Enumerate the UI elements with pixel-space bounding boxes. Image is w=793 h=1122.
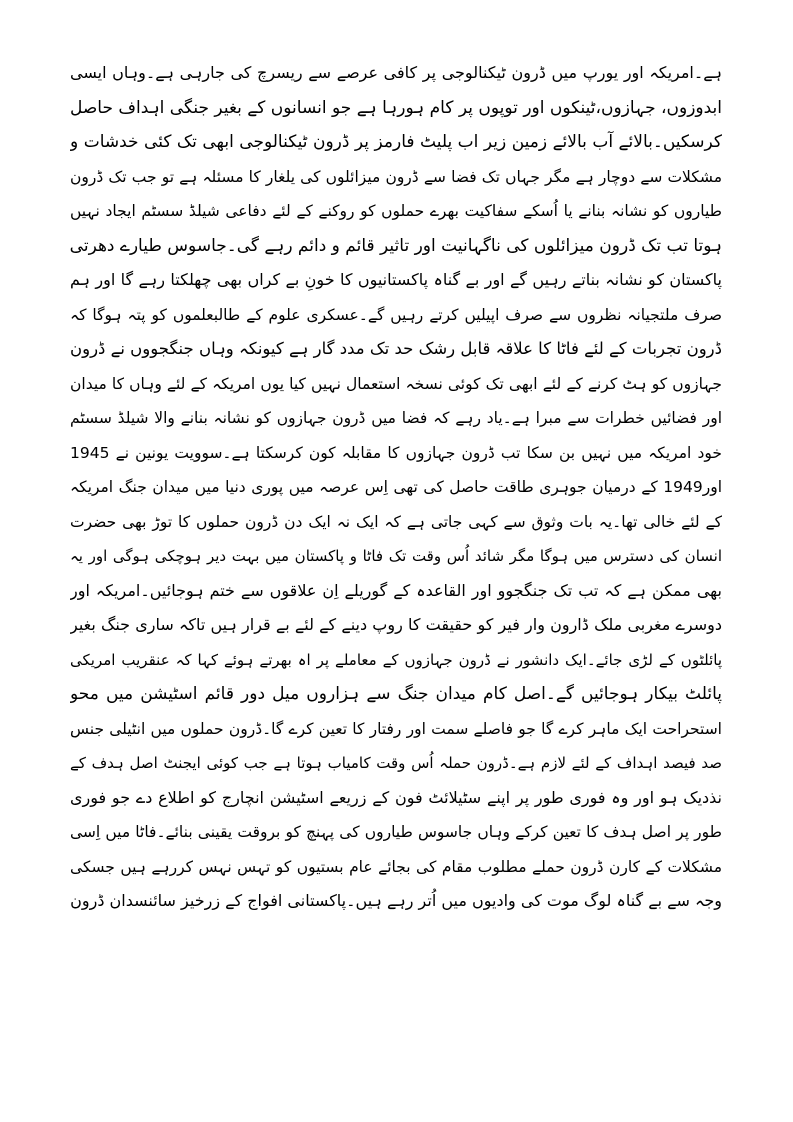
text-line: خود امریکہ میں نہیں بن سکا تب ڈرون جہازوں کا مقابلہ کون کرسکتا ہے۔سوویت یونین نے 1945 — [70, 443, 722, 462]
text-line: کے لئے خالی تھا۔یہ بات وثوق سے کہی جاتی ہے کہ ایک نہ ایک دن ڈرون حملوں کا توڑ بھی حضرت — [70, 512, 722, 531]
text-line: طیاروں کو نشانہ بنانے یا اُسکے سفاکیت بھرے حملوں کو روکنے کے لئے دفاعی شیلڈ سسٹم ایجاد نہیں — [70, 202, 722, 220]
text-line: اور فضائیں خطرات سے مبرا ہے۔یاد رہے کہ فضا میں ڈرون جہازوں کو نشانہ بنانے والا شیلڈ سسٹم — [70, 409, 722, 427]
text-line: ابدوزوں، جہازوں،ٹینکوں اور توپوں پر کام ہورہا ہے جو انسانوں کے بغیر جنگی اہداف حاصل — [70, 97, 722, 118]
text-line: ڈرون تجربات کے لئے فاٹا کا علاقہ قابل رشک حد تک مدد گار ہے کیونکہ وہاں جنگجووں نے ڈرون — [70, 339, 722, 358]
text-line: وجہ سے بے گناہ لوگ موت کی وادیوں میں اُتر رہے ہیں۔پاکستانی افواج کے زرخیز سائنسدان ڈرون — [70, 891, 722, 910]
text-line: پائلٹوں کے لڑی جائے۔ایک دانشور نے ڈرون جہازوں کے معاملے پر اہ بھرتے ہوئے کہا کہ عنقریب امریکی — [70, 650, 722, 669]
text-line: طور پر اصل ہدف کا تعین کرکے وہاں جاسوس طیاروں کی پہنچ کو بروقت یقینی بنائے۔فاٹا میں اِسی — [70, 823, 722, 841]
text-line: ہے۔امریکہ اور یورپ میں ڈرون ٹیکنالوجی پر کافی عرصے سے ریسرچ کی جارہی ہے۔وہاں ایسی — [70, 63, 722, 82]
text-line: نذدیک ہو اور وہ فوری طور پر اپنے سٹیلائٹ فون کے زریعے اسٹیشن انچارج کو اطلاع دے جو فوری — [70, 787, 722, 807]
text-line: ہوتا تب تک ڈرون میزائلوں کی ناگہانیت اور تاثیر قائم و دائم رہے گی۔جاسوس طیارے دھرتی — [70, 235, 722, 256]
text-line: کرسکیں۔بالائے آب بالائے زمین زیر اب پلیٹ فارمز پر ڈرون ٹیکنالوجی ابھی تک کئی خدشات و — [70, 132, 722, 152]
text-line: استحراحت ایک ماہر کرے گا جو فاصلے سمت اور رفتار کا تعین کرے گا۔ڈرون حملوں میں انٹیلی جنس — [70, 719, 722, 738]
text-line: دوسرے مغربی ملک ڈارون وار فیر کو حقیقت کا روپ دینے کے لئے بے قرار ہیں تاکہ ساری جنگ بغیر — [70, 615, 722, 634]
article-body — [70, 56, 722, 919]
text-line: مشکلات کے کارن ڈرون حملے مطلوب مقام کی بجائے عام بستیوں کو تہس نہس کررہے ہیں جسکی — [70, 857, 722, 876]
text-line: پاکستان کو نشانہ بناتے رہیں گے اور بے گناہ پاکستانیوں کا خونِ بے کراں بھی چھلکتا رہے گا اور ہم — [70, 270, 722, 289]
text-line: جہازوں کو ہٹ کرنے کے لئے ابھی تک کوئی نسخہ استعمال نہیں کیا یوں امریکہ کے لئے وہاں کا میدان — [70, 374, 722, 393]
text-line: اور1949 کے درمیان جوہری طاقت حاصل کی تھی اِس عرصہ میں پوری دنیا میں میدان جنگ امریکہ — [70, 478, 722, 496]
text-line: صرف ملتجیانہ نظروں سے صرف اپیلیں کرتے رہیں گے۔عسکری علوم کے طالبعلموں کو پتہ ہوگا کہ — [70, 305, 722, 324]
text-line: صد فیصد اہداف کے لئے لازم ہے۔ڈرون حملہ اُس وقت کامیاب ہوتا ہے جب کوئی ایجنٹ اصل ہدف کے — [70, 754, 722, 772]
text-line: مشکلات سے دوچار ہے مگر جہاں تک فضا سے ڈرون میزائلوں کی یلغار کا مسئلہ ہے تو جب تک ڈرون — [70, 167, 722, 186]
text-line: انسان کی دسترس میں ہوگا مگر شائد اُس وقت تک فاٹا و پاکستان میں بہت دیر ہوچکی ہوگی اور یہ — [70, 547, 722, 565]
text-line: پائلٹ بیکار ہوجائیں گے۔اصل کام میدان جنگ سے ہزاروں میل دور قائم اسٹیشن میں محو — [70, 684, 722, 704]
text-line: بھی ممکن ہے کہ تب تک جنگجوو اور القاعدہ کے گوریلے اِن علاقوں سے ختم ہوجائیں۔امریکہ اور — [70, 580, 722, 600]
